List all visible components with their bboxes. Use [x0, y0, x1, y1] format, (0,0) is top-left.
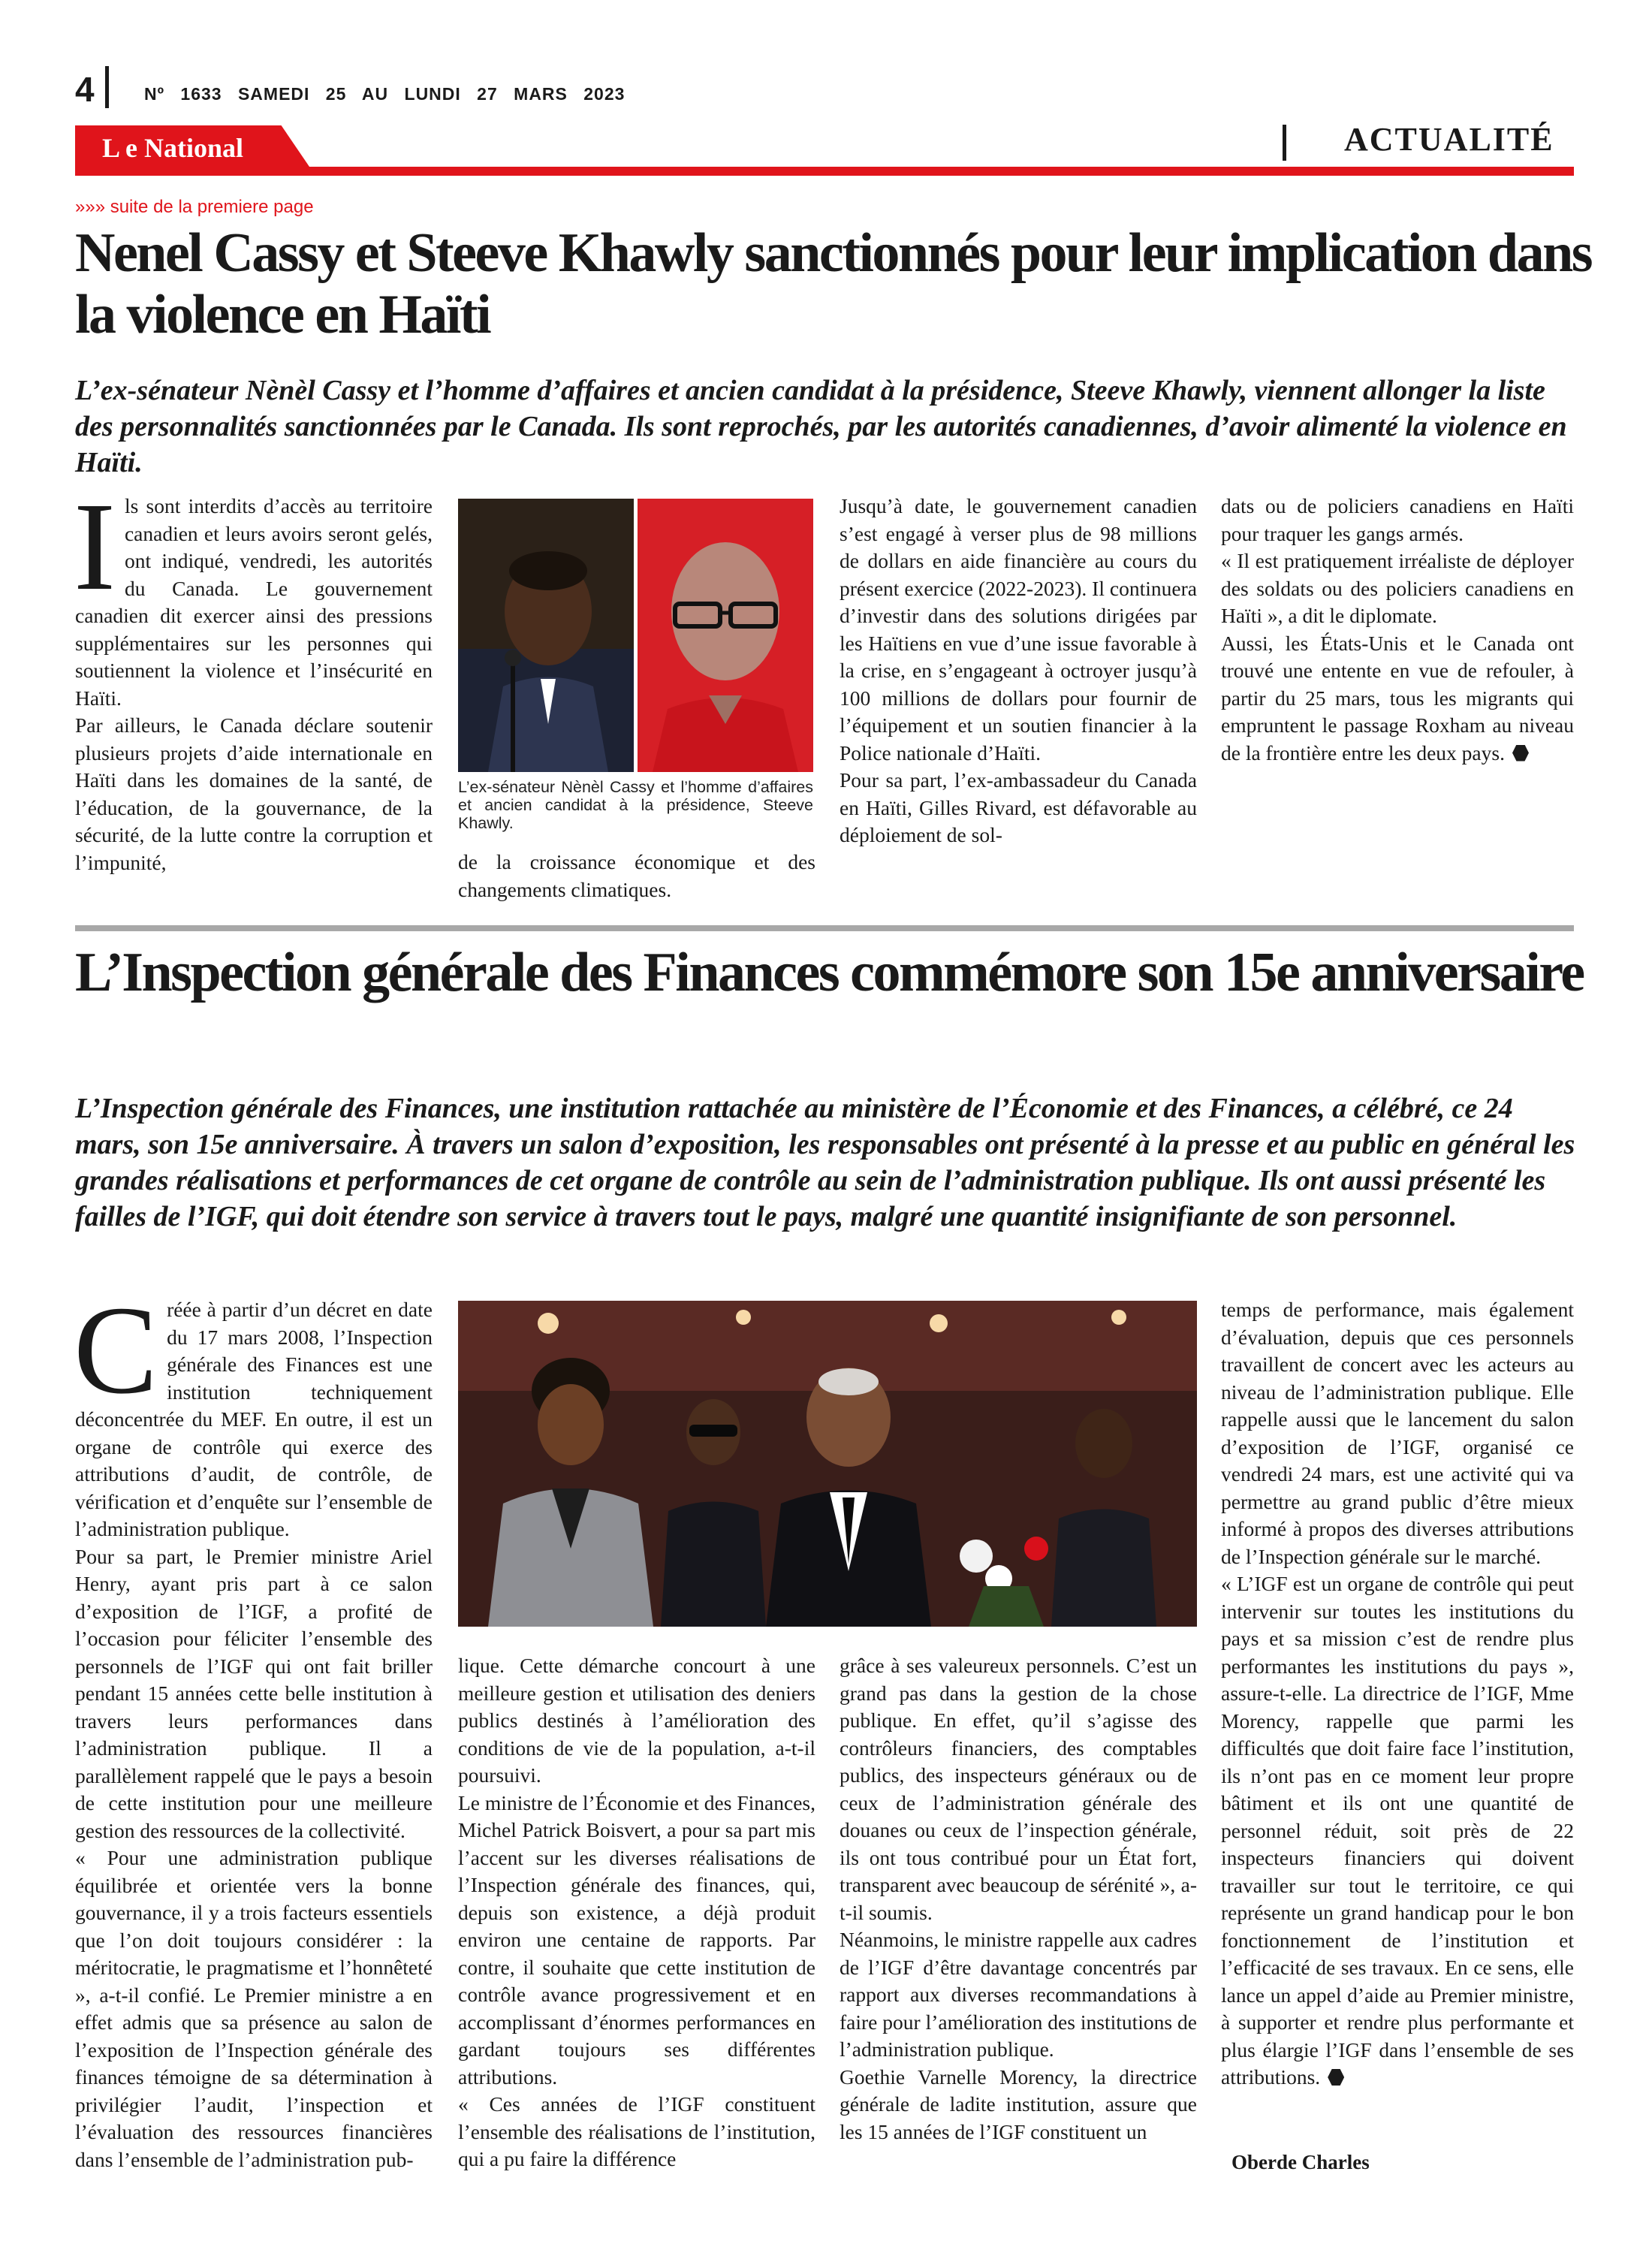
article-2-dropcap: C	[74, 1280, 158, 1420]
article-1-column-4	[1221, 493, 1574, 767]
paragraph: Goethie Varnelle Morency, la directrice générale de ladite institution, assure que les 15 années de l’IGF constituent un	[840, 2064, 1197, 2143]
paragraph: « Il est pratiquement irréaliste de déployer des soldats ou des policiers canadiens en Haïti », a dit le diplomate.	[1221, 549, 1574, 627]
end-of-article-icon	[1512, 745, 1529, 762]
continued-from-front-page: »»» suite de la premiere page	[75, 197, 314, 217]
article-2-author: Oberde Charles	[1231, 2151, 1370, 2173]
article-1-title: Nenel Cassy et Steeve Khawly sanctionnés pour leur implication dans la violence en Haïti	[75, 222, 1592, 345]
paragraph: ls sont interdits d’accès au territoire canadien et leurs avoirs seront gelés, ont indiqué, vendredi, les autorités du Canada. Le gouvernement canadien dit exercer ainsi des pressions supplémentaires sur les personnes qui soutiennent la violence et l’insécurité en Haïti.	[75, 494, 433, 710]
paragraph: Jusqu’à date, le gouvernement canadien s’est engagé à verser plus de 98 millions de dollars en aide financière au cours du présent exercice (2022-2023). Il continuera d’investir dans des solutions dirigées par les Haïtiens en vue d’une issue favorable à la crise, en s’engageant à octroyer jusqu’à 100 millions de dollars pour fournir de l’équipement et un soutien financier à la Police nationale d’Haïti.	[840, 494, 1197, 765]
photo-caption: L’ex-sénateur Nènèl Cassy et l’homme d’affaires et ancien candidat à la présidence, Steeve Khawly.	[458, 778, 813, 832]
paragraph-text: « L’IGF est un organe de contrôle qui peut intervenir sur toutes les institutions du pays et sa mission c’est de rendre plus performantes les institutions du pays », assure-t-elle. La directrice de l’IGF, Mme Morency, rappelle que parmi les difficultés que doit faire face l’institution, ils n’ont pas en ce moment leur propre bâtiment et ils ont une quantité de personnel réduit, soit près de 22 inspecteurs financiers qui doivent travailler sur tout le territoire, ce qui représente un grand handicap pour le bon fonctionnement de l’institution et l’efficacité de ses travaux. En ce sens, elle lance un appel d’aide au Premier ministre, à supporter et rendre plus performante et plus élargie l’IGF dans l’ensemble de ses attributions.	[1221, 1572, 1574, 2089]
paragraph: « Pour une administration publique équilibrée et orientée vers la bonne gouvernance, il y a trois facteurs essentiels que l’on doit toujours considérer : la méritocratie, le pragmatisme et l’honnêteté », a-t-il confié. Le Premier ministre a en effet admis que sa présence au salon de l’exposition de l’Inspection générale des finances témoigne de sa détermination à privilégier l’audit, l’inspection et l’évaluation des ressources financières dans l’ensemble de l’administration pub-	[75, 1846, 433, 2171]
photo-nenel-cassy	[458, 499, 634, 772]
section-divider	[1283, 125, 1286, 161]
paragraph: grâce à ses valeureux personnels. C’est un grand pas dans la gestion de la chose publique. En effet, qu’il s’agisse des contrôleurs financiers, des comptables publics, des inspecteurs généraux ou de ceux de l’administration générale des douanes ou ceux de l’inspection générale, ils ont tous contribué pour un État fort, transparent avec beaucoup de sérénité », a-t-il soumis.	[840, 1654, 1197, 1924]
paragraph: Pour sa part, l’ex-ambassadeur du Canada en Haïti, Gilles Rivard, est défavorable au déploiement de sol-	[840, 768, 1197, 846]
header-rule	[75, 167, 1574, 176]
article-2-column-3	[840, 1652, 1197, 2146]
paragraph-text: Aussi, les États-Unis et le Canada ont trouvé une entente en vue de refouler, à partir du 25 mars, tous les migrants qui empruntent le passage Roxham au niveau de la frontière entre les deux pays.	[1221, 631, 1574, 765]
paragraph: « Ces années de l’IGF constituent l’ensemble des réalisations de l’institution, qui a pu faire la différence	[458, 2092, 815, 2170]
photo-igf-anniversary-event	[458, 1301, 1197, 1627]
article-1-dropcap: I	[74, 477, 116, 617]
article-2-column-2	[458, 1652, 815, 2173]
end-of-article-icon	[1328, 2069, 1344, 2086]
article-2-column-4	[1221, 1296, 1574, 2092]
article-1-column-1	[74, 477, 433, 876]
article-2-column-1	[74, 1280, 433, 2173]
portrait-illustration	[638, 499, 813, 772]
paragraph: lique. Cette démarche concourt à une meilleure gestion et utilisation des deniers publics destinés à l’amélioration des conditions de vie de la population, a-t-il poursuivi.	[458, 1654, 815, 1787]
paragraph	[1221, 630, 1574, 768]
paragraph: réée à partir d’un décret en date du 17 mars 2008, l’Inspection générale des Finances est une institution techniquement déconcentrée du MEF. En outre, il est un organe de contrôle qui exerce des attributions d’audit, de contrôle, de vérification et d’enquête sur l’ensemble de l’administration publique.	[75, 1298, 433, 1540]
issue-line: Nº 1633 SAMEDI 25 AU LUNDI 27 MARS 2023	[144, 84, 626, 104]
event-illustration	[458, 1301, 1197, 1627]
paragraph: Néanmoins, le ministre rappelle aux cadres de l’IGF d’être davantage concentrés par rapport aux diverses recommandations à faire pour l’amélioration des institutions de l’administration publique.	[840, 1928, 1197, 2061]
page-number-divider	[105, 66, 109, 108]
paragraph	[1221, 1570, 1574, 2092]
article-1-lede: L’ex-sénateur Nènèl Cassy et l’homme d’affaires et ancien candidat à la présidence, Steeve Khawly, viennent allonger la liste des personnalités sanctionnées par le Canada. Ils sont reprochés, par les autorités canadiennes, d’avoir alimenté la violence en Haïti.	[75, 375, 1567, 478]
article-separator	[75, 925, 1574, 931]
photo-steeve-khawly	[638, 499, 813, 772]
section-label: ACTUALITÉ	[1344, 121, 1554, 158]
paragraph: de la croissance économique et des changements climatiques.	[458, 850, 815, 901]
paragraph: Le ministre de l’Économie et des Finances, Michel Patrick Boisvert, a pour sa part mis l’accent sur les diverses réalisations de l’Inspection générale des finances, qui, depuis son existence, a déjà produit environ une centaine de rapports. Par contre, il souhaite que cette institution de contrôle avance progressivement et en accomplissant d’énormes performances en gardant toujours ses différentes attributions.	[458, 1790, 815, 2089]
paragraph: temps de performance, mais également d’évaluation, depuis que ces personnels travaillent de concert avec les acteurs au niveau de l’administration publique. Elle rappelle aussi que le lancement du salon d’exposition de l’IGF, organisé ce vendredi 24 mars, est une activité qui va permettre au grand public d’être mieux informé à propos des diverses attributions de l’Inspection générale sur le marché.	[1221, 1298, 1574, 1568]
page-number: 4	[75, 70, 95, 109]
newspaper-brand: L e National	[102, 133, 244, 163]
paragraph: Par ailleurs, le Canada déclare soutenir plusieurs projets d’aide internationale en Haïti dans les domaines de la santé, de l’éducation, de la gouvernance, de la sécurité, de la lutte contre la corruption et l’impunité,	[75, 713, 433, 874]
portrait-illustration	[458, 499, 634, 772]
article-2-lede: L’Inspection générale des Finances, une institution rattachée au ministère de l’Économie et des Finances, a célébré, ce 24 mars, son 15e anniversaire. À travers un salon d’exposition, les responsables ont présenté à la presse et au public en général les grandes réalisations et performances de cet organe de contrôle au sein de l’administration publique. Ils ont aussi présenté les failles de l’IGF, qui doit étendre son service à travers tout le pays, malgré une quantité insignifiante de son personnel.	[75, 1093, 1575, 1232]
article-1-column-2	[458, 849, 815, 903]
paragraph: dats ou de policiers canadiens en Haïti pour traquer les gangs armés.	[1221, 494, 1574, 545]
paragraph: Pour sa part, le Premier ministre Ariel Henry, ayant pris part à ce salon d’exposition de l’IGF, a profité de l’occasion pour féliciter l’ensemble des personnels de l’IGF qui ont fait briller pendant 15 années cette belle institution à travers leurs performances dans l’administration publique. Il a parallèlement rappelé que le pays a besoin de cette institution pour une meilleure gestion des ressources de la collectivité.	[75, 1544, 433, 1842]
article-1-column-3	[840, 493, 1197, 849]
article-2-title: L’Inspection générale des Finances commémore son 15e anniversaire	[75, 942, 1584, 1003]
